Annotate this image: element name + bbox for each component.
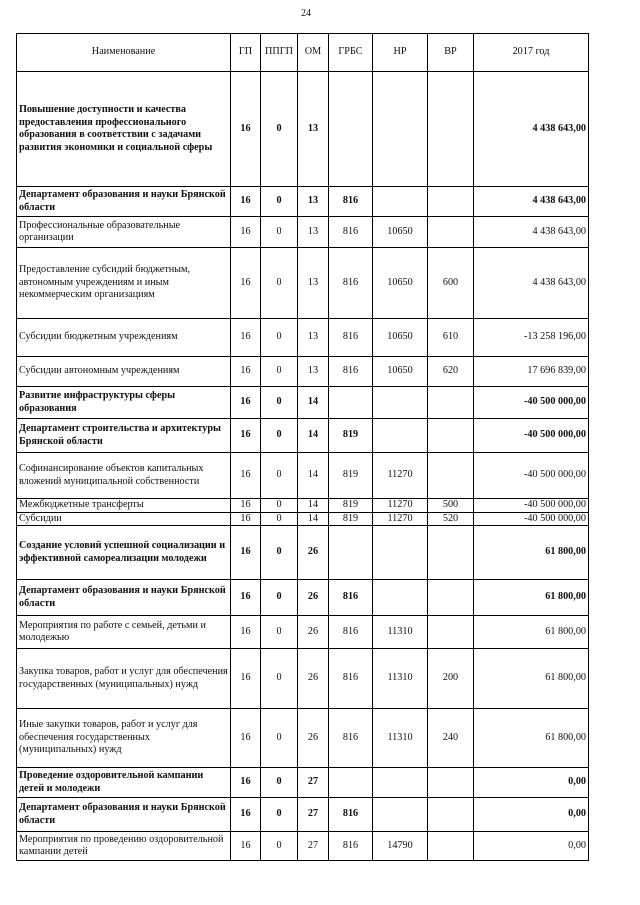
row-name: Повышение доступности и качества предоставления профессионального образования в соответствии с задачами развития экономики и социальной сферы <box>17 72 231 187</box>
row-gp: 16 <box>231 832 261 861</box>
table-row <box>17 526 589 580</box>
row-name: Предоставление субсидий бюджетным, автономным учреждениям и иным некоммерческим организациям <box>17 248 231 319</box>
row-om: 14 <box>298 453 329 499</box>
row-name: Развитие инфраструктуры сферы образования <box>17 387 231 419</box>
row-gp: 16 <box>231 709 261 768</box>
row-vr <box>428 72 474 187</box>
row-gp: 16 <box>231 419 261 453</box>
row-ppgp: 0 <box>261 217 298 248</box>
row-om: 26 <box>298 649 329 709</box>
row-ppgp: 0 <box>261 319 298 357</box>
row-om: 13 <box>298 187 329 217</box>
row-vr: 520 <box>428 512 474 526</box>
table-row <box>17 512 589 526</box>
row-nr: 10650 <box>373 319 428 357</box>
row-name: Закупка товаров, работ и услуг для обеспечения государственных (муниципальных) нужд <box>17 649 231 709</box>
row-ppgp: 0 <box>261 512 298 526</box>
row-name: Субсидии автономным учреждениям <box>17 357 231 387</box>
row-om: 13 <box>298 319 329 357</box>
row-gp: 16 <box>231 798 261 832</box>
row-grbs: 816 <box>329 649 373 709</box>
row-grbs <box>329 72 373 187</box>
row-grbs: 819 <box>329 453 373 499</box>
header-row <box>17 34 589 72</box>
table-row <box>17 217 589 248</box>
row-vr: 500 <box>428 499 474 513</box>
row-nr: 11270 <box>373 499 428 513</box>
row-ppgp: 0 <box>261 616 298 649</box>
table-row <box>17 499 589 513</box>
table-row <box>17 72 589 187</box>
row-amount: 0,00 <box>474 832 589 861</box>
row-vr <box>428 768 474 798</box>
row-om: 14 <box>298 387 329 419</box>
row-amount: 61 800,00 <box>474 526 589 580</box>
row-nr <box>373 72 428 187</box>
row-nr <box>373 187 428 217</box>
row-om: 26 <box>298 580 329 616</box>
row-nr <box>373 768 428 798</box>
row-name: Субсидии <box>17 512 231 526</box>
table-row <box>17 248 589 319</box>
row-vr: 610 <box>428 319 474 357</box>
row-vr <box>428 419 474 453</box>
row-name: Департамент образования и науки Брянской области <box>17 798 231 832</box>
table-row <box>17 387 589 419</box>
row-ppgp: 0 <box>261 832 298 861</box>
row-vr <box>428 453 474 499</box>
row-grbs: 819 <box>329 499 373 513</box>
row-grbs: 816 <box>329 832 373 861</box>
column-header-gp: ГП <box>231 34 261 72</box>
row-grbs: 816 <box>329 187 373 217</box>
row-name: Мероприятия по работе с семьей, детьми и молодежью <box>17 616 231 649</box>
row-amount: 4 438 643,00 <box>474 248 589 319</box>
row-grbs: 816 <box>329 798 373 832</box>
row-amount: 61 800,00 <box>474 580 589 616</box>
row-amount: 61 800,00 <box>474 709 589 768</box>
row-name: Субсидии бюджетным учреждениям <box>17 319 231 357</box>
row-ppgp: 0 <box>261 768 298 798</box>
row-grbs <box>329 387 373 419</box>
row-amount: -40 500 000,00 <box>474 499 589 513</box>
row-vr: 620 <box>428 357 474 387</box>
table-row <box>17 616 589 649</box>
row-vr: 600 <box>428 248 474 319</box>
row-amount: -40 500 000,00 <box>474 453 589 499</box>
row-gp: 16 <box>231 319 261 357</box>
table-body <box>17 72 589 861</box>
row-gp: 16 <box>231 526 261 580</box>
row-gp: 16 <box>231 453 261 499</box>
row-om: 13 <box>298 72 329 187</box>
row-nr: 11270 <box>373 453 428 499</box>
row-gp: 16 <box>231 357 261 387</box>
row-grbs <box>329 768 373 798</box>
row-amount: 4 438 643,00 <box>474 217 589 248</box>
row-vr <box>428 217 474 248</box>
row-nr <box>373 419 428 453</box>
row-nr <box>373 798 428 832</box>
row-gp: 16 <box>231 217 261 248</box>
table-row <box>17 453 589 499</box>
row-name: Создание условий успешной социализации и эффективной самореализации молодежи <box>17 526 231 580</box>
row-amount: -13 258 196,00 <box>474 319 589 357</box>
row-om: 13 <box>298 357 329 387</box>
row-amount: 0,00 <box>474 798 589 832</box>
row-ppgp: 0 <box>261 798 298 832</box>
row-ppgp: 0 <box>261 709 298 768</box>
row-amount: 61 800,00 <box>474 616 589 649</box>
row-nr: 10650 <box>373 217 428 248</box>
row-name: Межбюджетные трансферты <box>17 499 231 513</box>
row-name: Мероприятия по проведению оздоровительной кампании детей <box>17 832 231 861</box>
row-ppgp: 0 <box>261 453 298 499</box>
row-amount: -40 500 000,00 <box>474 387 589 419</box>
row-name: Департамент строительства и архитектуры Брянской области <box>17 419 231 453</box>
table-row <box>17 649 589 709</box>
row-grbs: 816 <box>329 217 373 248</box>
row-om: 13 <box>298 248 329 319</box>
row-amount: -40 500 000,00 <box>474 512 589 526</box>
table-row <box>17 419 589 453</box>
row-nr: 10650 <box>373 357 428 387</box>
row-om: 27 <box>298 798 329 832</box>
row-grbs: 819 <box>329 419 373 453</box>
row-nr: 11270 <box>373 512 428 526</box>
row-gp: 16 <box>231 387 261 419</box>
row-ppgp: 0 <box>261 580 298 616</box>
row-om: 26 <box>298 616 329 649</box>
column-header-grbs: ГРБС <box>329 34 373 72</box>
row-om: 14 <box>298 499 329 513</box>
row-om: 26 <box>298 709 329 768</box>
row-vr <box>428 187 474 217</box>
row-nr: 11310 <box>373 616 428 649</box>
row-gp: 16 <box>231 72 261 187</box>
row-grbs: 816 <box>329 357 373 387</box>
row-name: Софинансирование объектов капитальных вложений муниципальной собственности <box>17 453 231 499</box>
table-row <box>17 709 589 768</box>
row-amount: 61 800,00 <box>474 649 589 709</box>
row-grbs: 816 <box>329 709 373 768</box>
budget-table <box>16 33 589 861</box>
row-amount: 0,00 <box>474 768 589 798</box>
row-vr <box>428 580 474 616</box>
row-ppgp: 0 <box>261 387 298 419</box>
table-row <box>17 832 589 861</box>
row-gp: 16 <box>231 649 261 709</box>
row-name: Проведение оздоровительной кампании детей и молодежи <box>17 768 231 798</box>
row-om: 27 <box>298 768 329 798</box>
row-om: 14 <box>298 419 329 453</box>
row-ppgp: 0 <box>261 649 298 709</box>
row-om: 14 <box>298 512 329 526</box>
row-vr <box>428 616 474 649</box>
row-amount: 17 696 839,00 <box>474 357 589 387</box>
row-nr: 10650 <box>373 248 428 319</box>
row-nr: 11310 <box>373 709 428 768</box>
row-amount: 4 438 643,00 <box>474 72 589 187</box>
row-grbs: 819 <box>329 512 373 526</box>
row-ppgp: 0 <box>261 248 298 319</box>
row-gp: 16 <box>231 512 261 526</box>
row-ppgp: 0 <box>261 357 298 387</box>
row-grbs: 816 <box>329 248 373 319</box>
column-header-vr: ВР <box>428 34 474 72</box>
row-ppgp: 0 <box>261 499 298 513</box>
row-gp: 16 <box>231 187 261 217</box>
row-gp: 16 <box>231 248 261 319</box>
table-row <box>17 798 589 832</box>
row-vr <box>428 798 474 832</box>
column-header-nr: НР <box>373 34 428 72</box>
row-vr: 240 <box>428 709 474 768</box>
row-gp: 16 <box>231 499 261 513</box>
row-amount: 4 438 643,00 <box>474 187 589 217</box>
row-vr <box>428 526 474 580</box>
row-grbs: 816 <box>329 319 373 357</box>
row-nr: 11310 <box>373 649 428 709</box>
row-nr <box>373 526 428 580</box>
column-header-om: ОМ <box>298 34 329 72</box>
row-name: Департамент образования и науки Брянской области <box>17 580 231 616</box>
row-om: 26 <box>298 526 329 580</box>
row-amount: -40 500 000,00 <box>474 419 589 453</box>
row-ppgp: 0 <box>261 187 298 217</box>
row-grbs: 816 <box>329 580 373 616</box>
row-name: Иные закупки товаров, работ и услуг для обеспечения государственных (муниципальных) нужд <box>17 709 231 768</box>
row-nr: 14790 <box>373 832 428 861</box>
row-om: 13 <box>298 217 329 248</box>
column-header-amount: 2017 год <box>474 34 589 72</box>
table-row <box>17 768 589 798</box>
row-nr <box>373 387 428 419</box>
row-om: 27 <box>298 832 329 861</box>
table-row <box>17 187 589 217</box>
row-name: Департамент образования и науки Брянской области <box>17 187 231 217</box>
row-grbs: 816 <box>329 616 373 649</box>
row-grbs <box>329 526 373 580</box>
table-row <box>17 580 589 616</box>
column-header-name: Наименование <box>17 34 231 72</box>
row-gp: 16 <box>231 580 261 616</box>
page-number: 24 <box>301 8 311 19</box>
row-name: Профессиональные образовательные организации <box>17 217 231 248</box>
row-ppgp: 0 <box>261 72 298 187</box>
row-vr: 200 <box>428 649 474 709</box>
row-vr <box>428 387 474 419</box>
table-row <box>17 319 589 357</box>
table-row <box>17 357 589 387</box>
column-header-ppgp: ППГП <box>261 34 298 72</box>
row-ppgp: 0 <box>261 526 298 580</box>
row-vr <box>428 832 474 861</box>
row-gp: 16 <box>231 616 261 649</box>
row-gp: 16 <box>231 768 261 798</box>
row-ppgp: 0 <box>261 419 298 453</box>
row-nr <box>373 580 428 616</box>
